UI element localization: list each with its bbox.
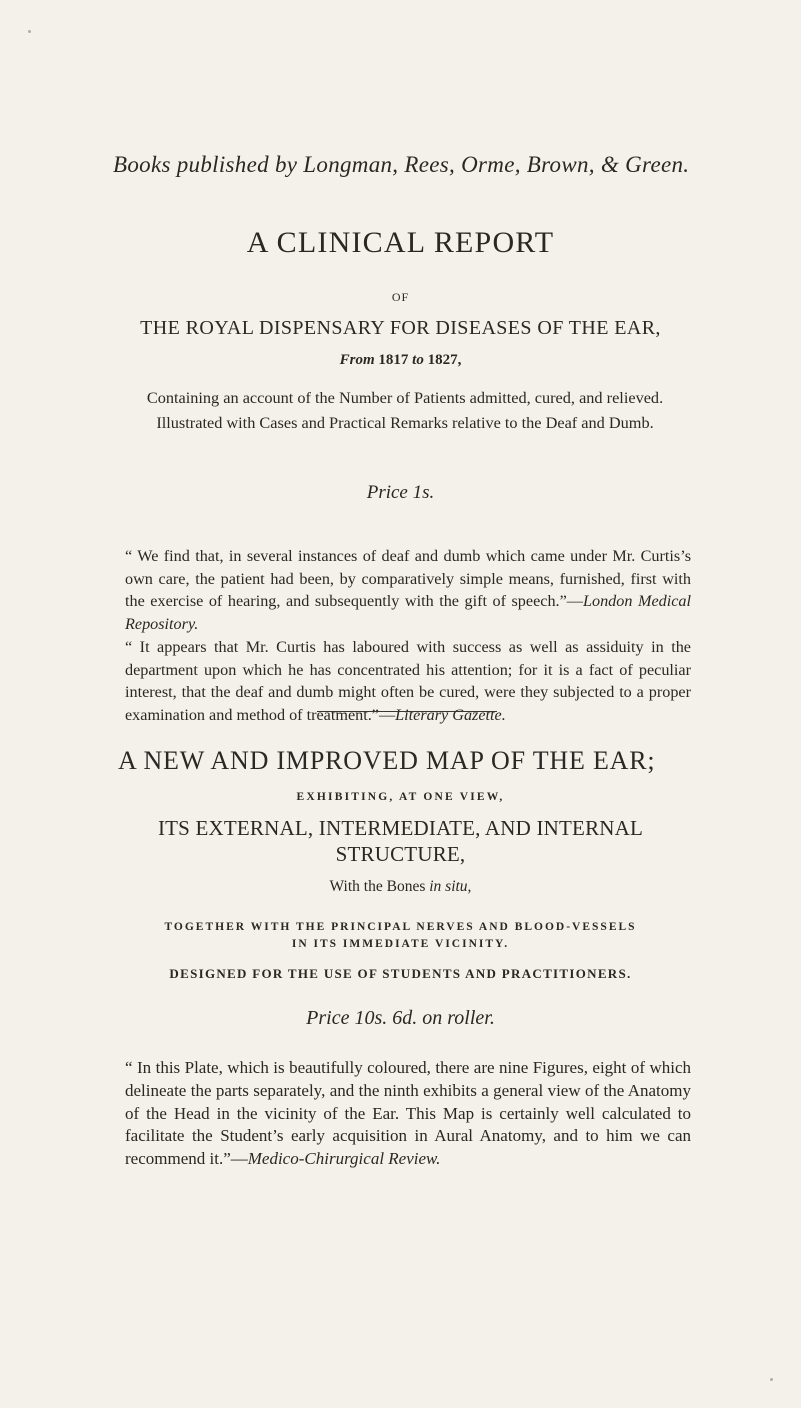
book2-price: Price 10s. 6d. on roller. bbox=[306, 1007, 495, 1029]
book2-review-source: Medico-Chirurgical Review. bbox=[247, 1149, 441, 1169]
book1-review-1 bbox=[125, 545, 691, 635]
book1-review-2 bbox=[125, 636, 691, 726]
book2-review-text: “ In this Plate, which is beautifully coloured, there are nine Figures, eight of which delineate the parts separately, and the ninth exhibits a general view of the Anatomy of the Head in the vicinity of the Ear. This Map is certainly well calculated to facilitate the Student’s early acquisition in Aural Anatomy, and to him we can recommend it.”— bbox=[125, 1058, 691, 1169]
book2-title: A NEW AND IMPROVED MAP OF THE EAR; bbox=[118, 746, 656, 775]
structure-line-1: ITS EXTERNAL, INTERMEDIATE, AND INTERNAL bbox=[157, 816, 644, 840]
from-end: 1827, bbox=[427, 352, 462, 368]
book2-designed: DESIGNED FOR THE USE OF STUDENTS AND PRACTITIONERS. bbox=[169, 966, 632, 981]
book1-of: OF bbox=[391, 290, 410, 304]
paper-speck bbox=[28, 30, 31, 33]
book1-price: Price 1s. bbox=[366, 482, 435, 503]
from-label: From bbox=[339, 352, 375, 368]
from-start: 1817 bbox=[378, 352, 409, 368]
book1-description: Containing an account of the Number of Patients admitted, cured, and relieved. Illustrated with Cases and Practical Remarks relative to the Deaf and Dumb. bbox=[146, 388, 664, 432]
book1-title: A CLINICAL REPORT bbox=[246, 226, 555, 259]
section-divider bbox=[317, 711, 497, 712]
with-bones-text: With the Bones bbox=[329, 878, 426, 895]
publisher-header: Books published by Longman, Rees, Orme, Brown, & Green. bbox=[113, 152, 690, 177]
together-line-1: TOGETHER WITH THE PRINCIPAL NERVES AND BLOOD-VESSELS bbox=[164, 921, 637, 933]
book2-structure bbox=[0, 815, 801, 867]
book2-exhibiting: EXHIBITING, AT ONE VIEW, bbox=[296, 791, 505, 803]
book2-with-bones bbox=[0, 878, 801, 896]
to-label: to bbox=[412, 352, 424, 368]
review-1-source: London Medical Repository. bbox=[125, 592, 691, 633]
book2-together bbox=[0, 919, 801, 953]
in-situ-text: in situ, bbox=[429, 878, 472, 895]
book2-review bbox=[125, 1057, 691, 1171]
review-2-text: “ It appears that Mr. Curtis has laboured with success as well as assiduity in the department upon which he has concentrated his attention; for it is a fact of peculiar interest, that the deaf and dumb might often be cured, were they subjected to a proper examination and method of treatment.”— bbox=[125, 638, 691, 724]
structure-line-2: STRUCTURE, bbox=[335, 842, 466, 866]
paper-speck bbox=[770, 1378, 773, 1381]
book1-date-range bbox=[0, 352, 801, 369]
book1-subtitle: THE ROYAL DISPENSARY FOR DISEASES OF THE EAR, bbox=[140, 317, 661, 339]
review-2-source: Literary Gazette. bbox=[395, 705, 506, 724]
review-1-text: “ We find that, in several instances of deaf and dumb which came under Mr. Curtis’s own care, the patient had been, by comparatively simple means, furnished, first with the exercise of hearing, and subsequently with the gift of speech.”— bbox=[125, 547, 691, 610]
together-line-2: IN ITS IMMEDIATE VICINITY. bbox=[291, 938, 510, 950]
